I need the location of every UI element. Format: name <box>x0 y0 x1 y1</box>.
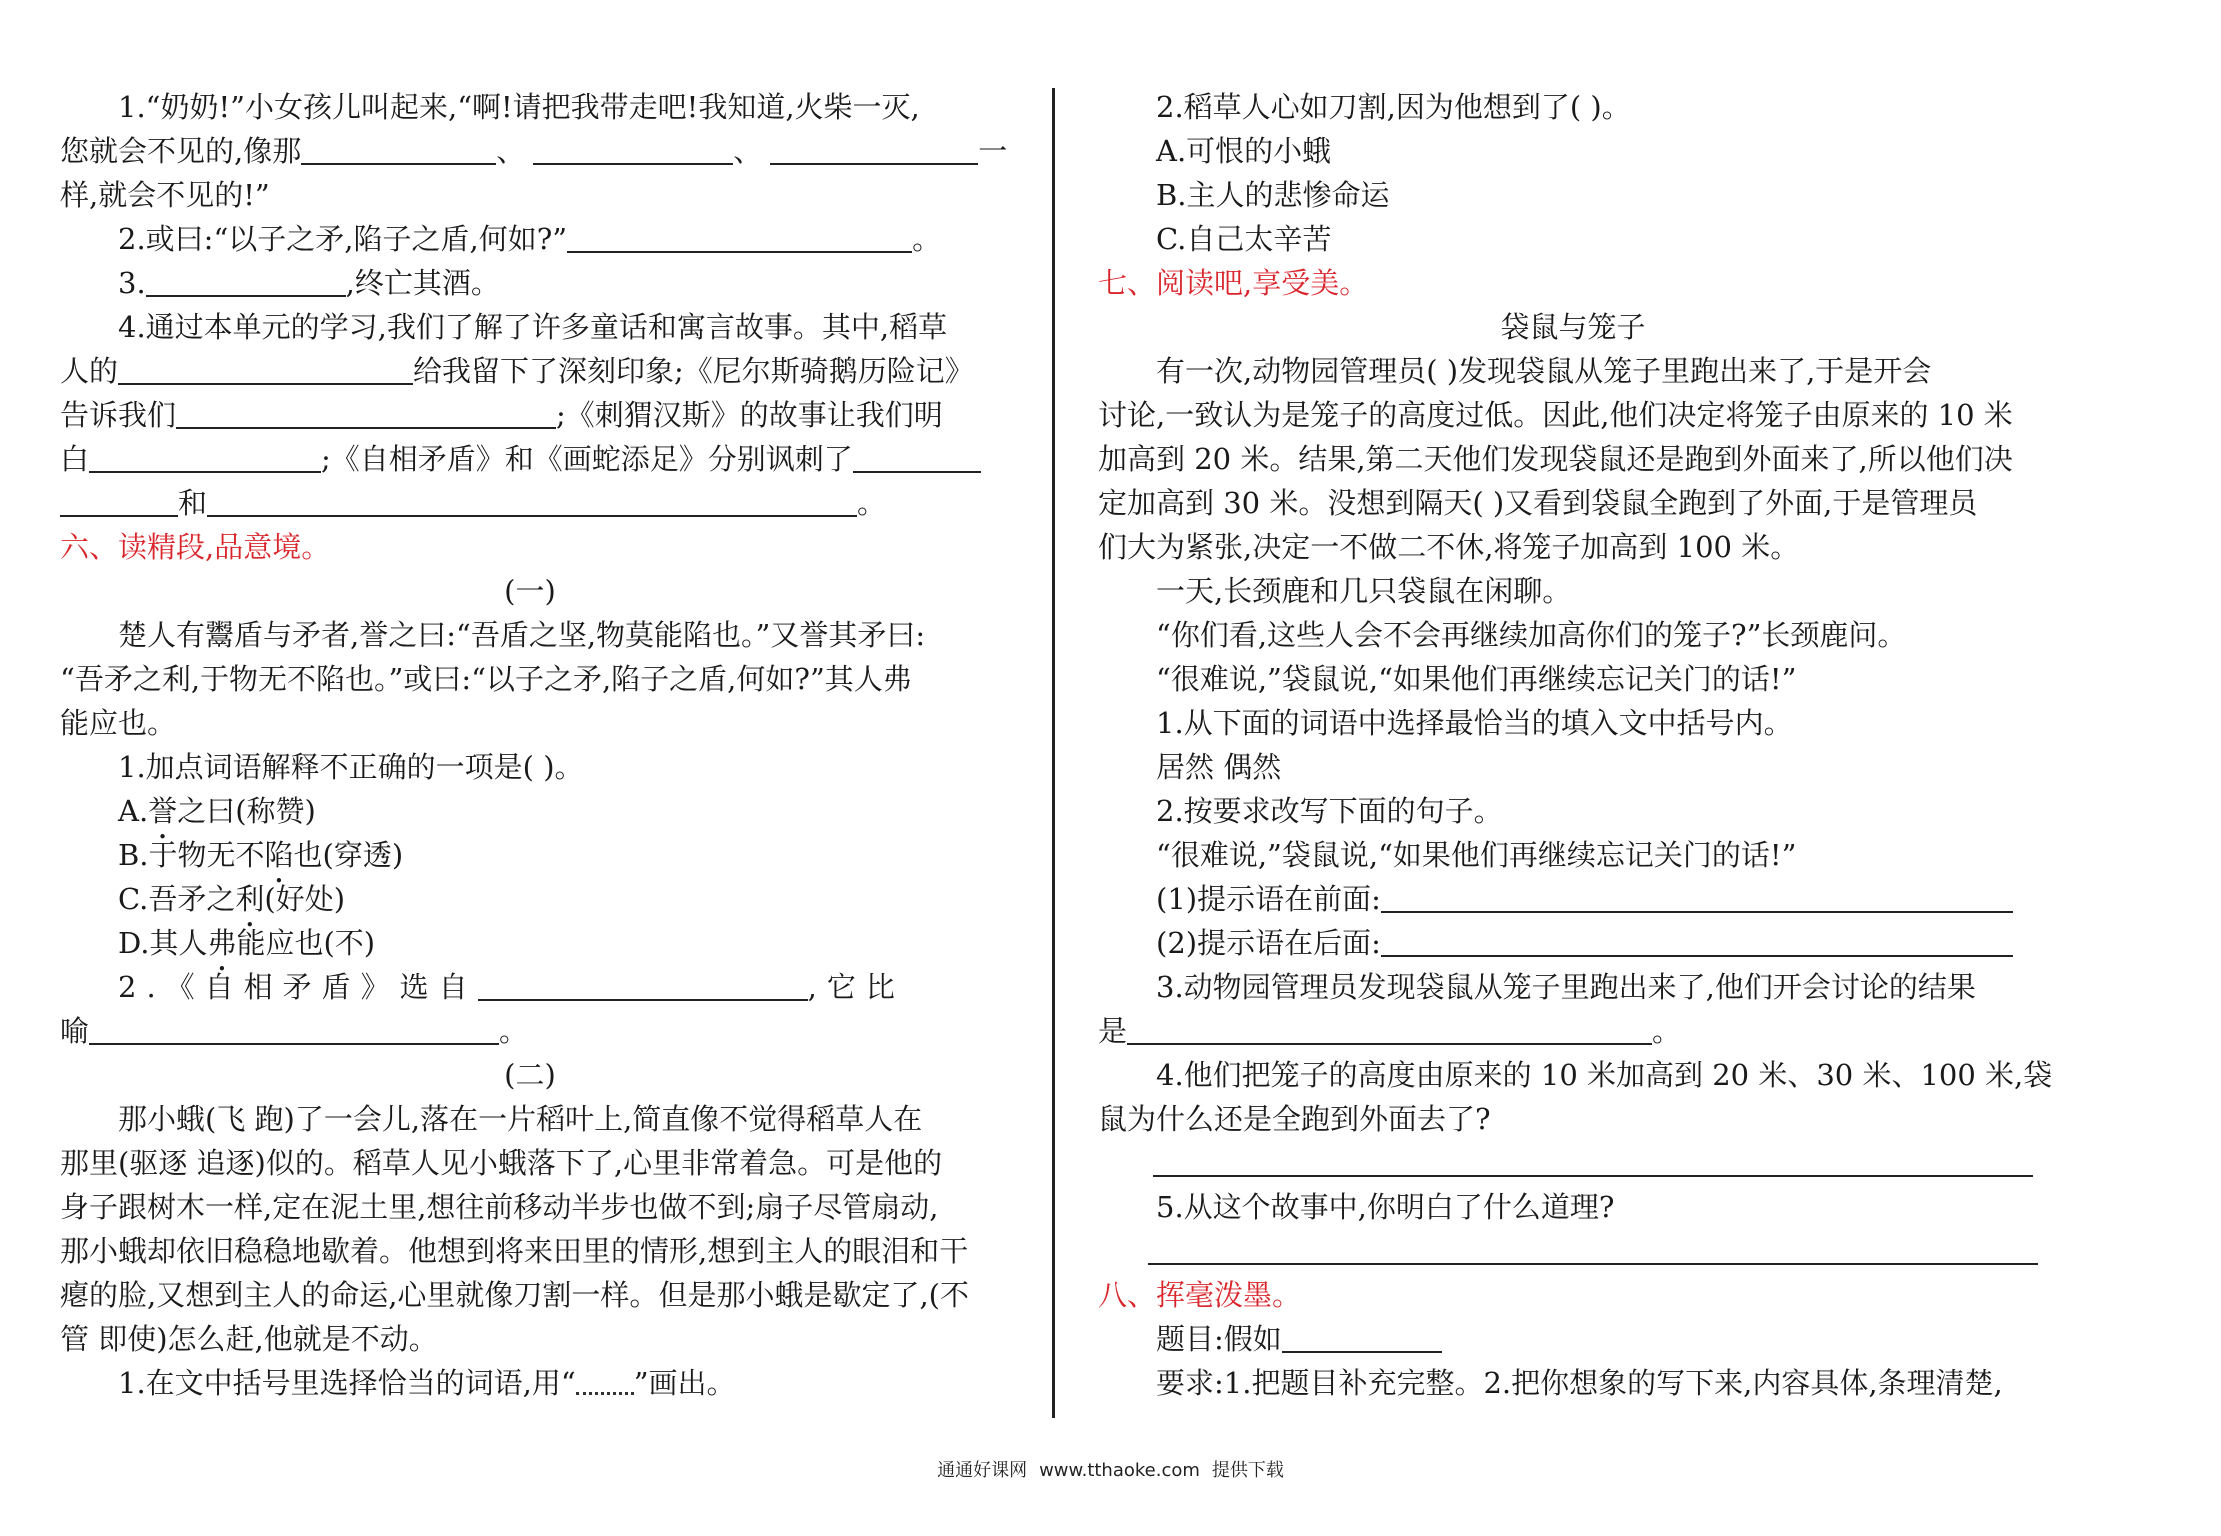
emphasized-word: 利 <box>235 882 265 916</box>
passage-line: 那小蛾却依旧稳稳地歇着。他想到将来田里的情形,想到主人的眼泪和干 <box>60 1234 969 1268</box>
question-line: 鼠为什么还是全跑到外面去了? <box>1098 1102 1491 1136</box>
answer-blank[interactable] <box>60 485 178 517</box>
quote-line: “很难说,”袋鼠说,“如果他们再继续忘记关门的话!” <box>1156 838 1797 872</box>
question-line: 1.从下面的词语中选择最恰当的填入文中括号内。 <box>1156 706 1793 740</box>
q4-line-a: 4.通过本单元的学习,我们了解了许多童话和寓言故事。其中,稻草 <box>118 310 948 344</box>
option-a[interactable] <box>60 789 1000 833</box>
part-heading: (一) <box>504 574 556 608</box>
answer-blank[interactable] <box>567 221 912 253</box>
story-line: 加高到 20 米。结果,第二天他们发现袋鼠还是跑到外面来了,所以他们决 <box>1098 442 2013 476</box>
footer-url[interactable]: www.tthaoke.com <box>1039 1460 1200 1481</box>
option-c[interactable]: C.自己太辛苦 <box>1156 222 1332 256</box>
page-footer <box>0 1456 2221 1482</box>
question-line: 5.从这个故事中,你明白了什么道理? <box>1156 1190 1615 1224</box>
question-line <box>60 1009 1000 1053</box>
passage-line: 瘪的脸,又想到主人的命运,心里就像刀割一样。但是那小蛾是歇定了,(不 <box>60 1278 969 1312</box>
section-heading: 八、挥毫泼墨。 <box>1098 1278 1302 1312</box>
q2-line <box>60 217 1000 261</box>
answer-blank[interactable] <box>478 969 808 1001</box>
option-text: 也(穿透) <box>293 838 404 872</box>
q3-line <box>60 261 1000 305</box>
column-divider <box>1052 88 1055 1418</box>
option-a[interactable]: A.可恨的小蛾 <box>1156 134 1332 168</box>
story-line: 讨论,一致认为是笼子的高度过低。因此,他们决定将笼子由原来的 10 米 <box>1098 398 2013 432</box>
story-line: “你们看,这些人会不会再继续加高你们的笼子?”长颈鹿问。 <box>1156 618 1907 652</box>
question-text: 1.在文中括号里选择恰当的词语,用“ <box>118 1366 576 1400</box>
q4-text: ;《自相矛盾》和《画蛇添足》分别讽刺了 <box>321 442 853 476</box>
question-text: ,它比 <box>807 970 905 1004</box>
q1-line-b <box>60 129 1008 173</box>
right-column <box>1098 85 2053 1405</box>
q4-text: ;《刺猬汉斯》的故事让我们明 <box>556 398 943 432</box>
option-d[interactable] <box>60 921 1000 965</box>
answer-blank[interactable] <box>89 1013 499 1045</box>
passage-line: 身子跟树木一样,定在泥土里,想往前移动半步也做不到;扇子尽管扇动, <box>60 1190 939 1224</box>
section-heading: 六、读精段,品意境。 <box>60 530 331 564</box>
option-text: (好处) <box>264 882 346 916</box>
answer-blank[interactable] <box>533 133 733 165</box>
q1-line-c: 样,就会不见的!” <box>60 178 270 212</box>
option-label: A. <box>118 794 149 828</box>
q3-text: ,终亡其酒。 <box>345 266 500 300</box>
question-line: 4.他们把笼子的高度由原来的 10 米加高到 20 米、30 米、100 米,袋 <box>1156 1058 2053 1092</box>
answer-blank[interactable] <box>770 133 978 165</box>
q4-text: 给我留下了深刻印象;《尼尔斯骑鹅历险记》 <box>413 354 974 388</box>
q2-text: 2.或曰:“以子之矛,陷子之盾,何如?” <box>118 222 568 256</box>
question-line <box>60 1361 1000 1405</box>
question-line <box>60 965 1000 1009</box>
passage-line: 那里(驱逐 追逐)似的。稻草人见小蛾落下了,心里非常着急。可是他的 <box>60 1146 943 1180</box>
topic-text: 题目:假如 <box>1156 1322 1282 1356</box>
passage-line: 能应也。 <box>60 706 177 740</box>
option-b[interactable] <box>60 833 1000 877</box>
answer-blank[interactable] <box>176 397 556 429</box>
rewrite-label: (1)提示语在前面: <box>1156 882 1381 916</box>
q4-line-e <box>60 481 1000 525</box>
answer-blank[interactable] <box>89 441 321 473</box>
question-line: 2.稻草人心如刀割,因为他想到了( )。 <box>1156 90 1631 124</box>
rewrite-line <box>1098 877 2048 921</box>
answer-line <box>1098 1141 2048 1185</box>
story-line: “很难说,”袋鼠说,“如果他们再继续忘记关门的话!” <box>1156 662 1797 696</box>
q4-text: 白 <box>60 442 90 476</box>
q4-line-b <box>60 349 1000 393</box>
answer-blank[interactable] <box>207 485 857 517</box>
requirements-line: 要求:1.把题目补充完整。2.把你想象的写下来,内容具体,条理清楚, <box>1156 1366 2003 1400</box>
question-text: 2.《自相矛盾》选自 <box>118 970 478 1004</box>
q3-number: 3. <box>118 266 146 300</box>
footer-site-name: 通通好课网 <box>937 1460 1028 1481</box>
story-line: 有一次,动物园管理员( )发现袋鼠从笼子里跑出来了,于是开会 <box>1156 354 1932 388</box>
option-text: 能应也(不) <box>236 926 376 960</box>
question-text: 是 <box>1098 1014 1128 1048</box>
story-title: 袋鼠与笼子 <box>1500 310 1646 344</box>
rewrite-line <box>1098 921 2048 965</box>
option-c[interactable] <box>60 877 1000 921</box>
answer-blank[interactable] <box>1381 881 2013 913</box>
question-line: 2.按要求改写下面的句子。 <box>1156 794 1503 828</box>
q4-line-c <box>60 393 1000 437</box>
answer-blank[interactable] <box>1127 1013 1652 1045</box>
word-choices: 居然 偶然 <box>1156 750 1282 784</box>
period: 。 <box>1652 1014 1682 1048</box>
separator: 、 <box>496 134 526 168</box>
question-text: ”画出。 <box>633 1366 736 1400</box>
option-text: 之曰(称赞) <box>177 794 316 828</box>
question-line: 3.动物园管理员发现袋鼠从笼子里跑出来了,他们开会讨论的结果 <box>1156 970 1976 1004</box>
answer-blank[interactable] <box>1381 925 2013 957</box>
answer-blank[interactable] <box>1148 1233 2038 1265</box>
answer-blank[interactable] <box>853 441 981 473</box>
separator: 、 <box>733 134 763 168</box>
q1-text: 您就会不见的,像那 <box>60 134 302 168</box>
q4-text: 告诉我们 <box>60 398 177 432</box>
answer-blank[interactable] <box>1282 1321 1442 1353</box>
option-label: C.吾矛之 <box>118 882 236 916</box>
q4-text: 人的 <box>60 354 119 388</box>
left-column <box>60 85 1008 1405</box>
rewrite-label: (2)提示语在后面: <box>1156 926 1381 960</box>
story-line: 们大为紧张,决定一不做二不休,将笼子加高到 100 米。 <box>1098 530 1800 564</box>
period: 。 <box>857 486 887 520</box>
q1-text-end: 一 <box>978 134 1008 168</box>
answer-line <box>1098 1229 2048 1273</box>
period: 。 <box>499 1014 529 1048</box>
answer-blank[interactable] <box>118 353 413 385</box>
emphasized-word: 誉 <box>148 794 178 828</box>
emphasized-word: 弗 <box>207 926 237 960</box>
q4-text: 和 <box>178 486 208 520</box>
story-line: 定加高到 30 米。没想到隔天( )又看到袋鼠全跑到了外面,于是管理员 <box>1098 486 1978 520</box>
q4-line-d <box>60 437 1000 481</box>
story-line: 一天,长颈鹿和几只袋鼠在闲聊。 <box>1156 574 1572 608</box>
option-label: B.于物无不 <box>118 838 265 872</box>
emphasized-word: 陷 <box>264 838 294 872</box>
answer-blank[interactable] <box>301 133 496 165</box>
question-text: 喻 <box>60 1014 90 1048</box>
option-b[interactable]: B.主人的悲惨命运 <box>1156 178 1390 212</box>
passage-line: 那小蛾(飞 跑)了一会儿,落在一片稻叶上,简直像不觉得稻草人在 <box>118 1102 923 1136</box>
question-line <box>1098 1009 2048 1053</box>
topic-line <box>1098 1317 2048 1361</box>
part-heading: (二) <box>504 1058 556 1092</box>
answer-blank[interactable] <box>146 265 346 297</box>
option-label: D.其人 <box>118 926 208 960</box>
question-line: 1.加点词语解释不正确的一项是( )。 <box>118 750 584 784</box>
answer-blank[interactable] <box>1153 1145 2033 1177</box>
passage-line: 管 即使)怎么赶,他就是不动。 <box>60 1322 438 1356</box>
footer-provide-text: 提供下载 <box>1211 1460 1284 1481</box>
period: 。 <box>912 222 942 256</box>
wavy-underline-sample <box>576 1368 634 1395</box>
section-heading: 七、阅读吧,享受美。 <box>1098 266 1369 300</box>
passage-line: “吾矛之利,于物无不陷也。”或曰:“以子之矛,陷子之盾,何如?”其人弗 <box>60 662 912 696</box>
q1-line-a: 1.“奶奶!”小女孩儿叫起来,“啊!请把我带走吧!我知道,火柴一灭, <box>118 90 920 124</box>
passage-line: 楚人有鬻盾与矛者,誉之曰:“吾盾之坚,物莫能陷也。”又誉其矛曰: <box>118 618 926 652</box>
